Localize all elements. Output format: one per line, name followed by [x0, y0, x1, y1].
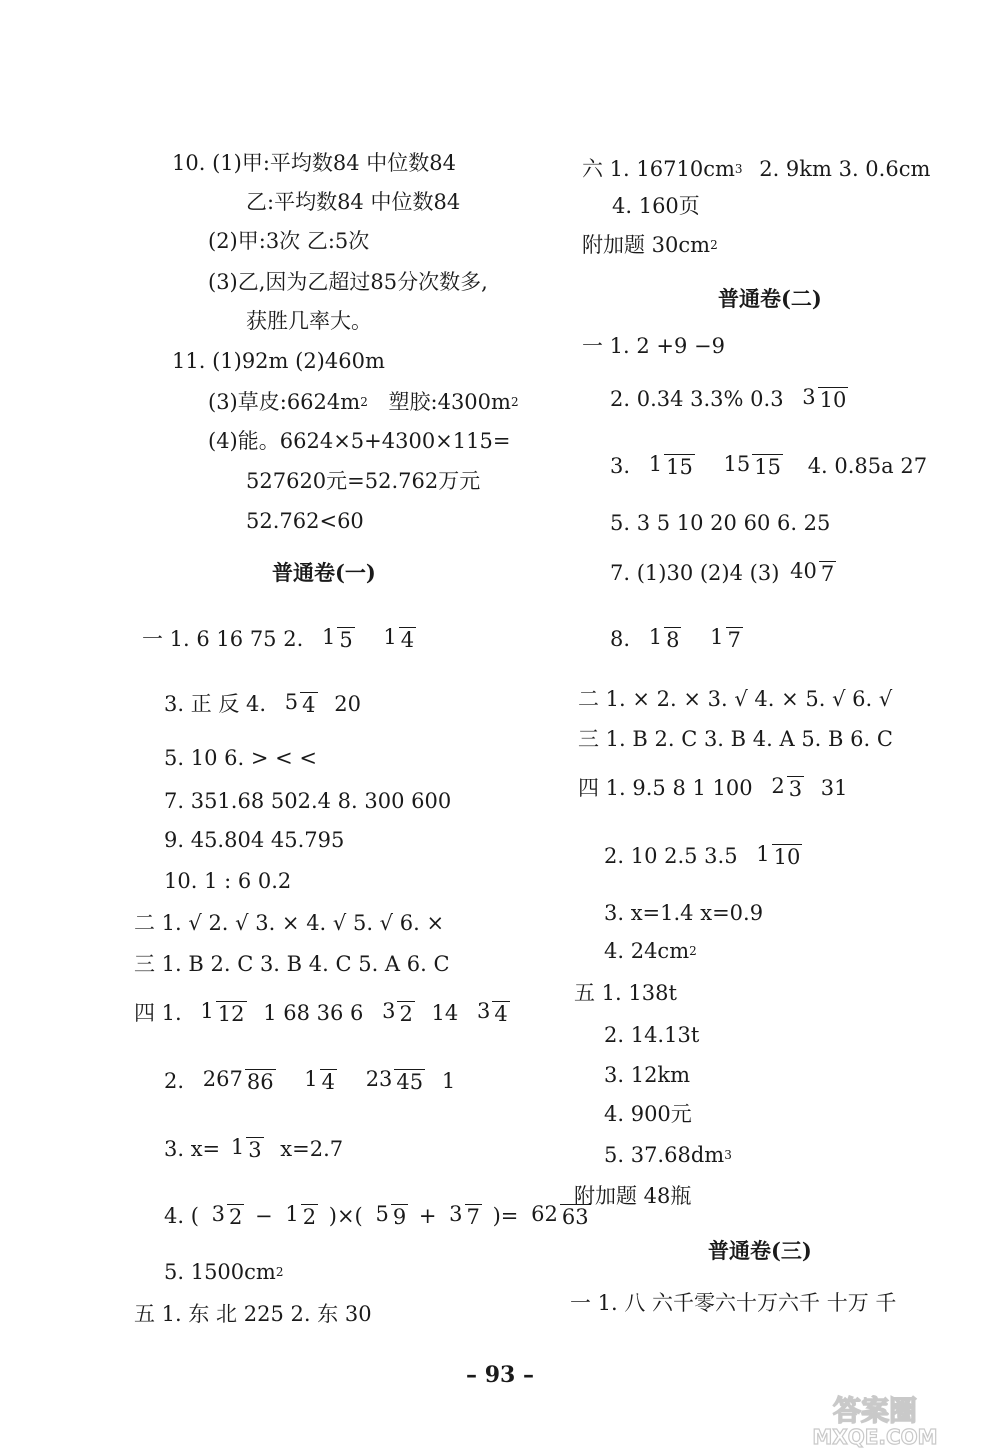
fraction: 267 86 [202, 1067, 274, 1094]
fraction: 1 7 [710, 625, 741, 652]
fraction: 3 10 [802, 385, 847, 412]
fraction: 23 45 [365, 1067, 424, 1094]
left-q11-4c: 52.762<60 [246, 508, 364, 533]
left-s1-2: 3. 正 反 4. 5 4 20 [164, 690, 361, 717]
left-s5: 五 1. 东 北 225 2. 东 30 [134, 1301, 372, 1326]
left-q11-4a: (4)能。6624×5+4300×115= [208, 428, 511, 453]
right-t4-3: 3. x=1.4 x=0.9 [604, 900, 764, 925]
fraction: 3 4 [476, 999, 508, 1026]
fraction: 62 63 [531, 1202, 589, 1229]
fraction: 3 7 [449, 1202, 480, 1229]
fraction: 2 3 [771, 774, 803, 801]
left-s4-4: 4. ( 3 2 − 1 2 )×( 5 9 + 3 7 )= 62 63 [164, 1202, 589, 1229]
svg-text:答案圈: 答案圈 [832, 1394, 918, 1427]
right-t2: 二 1. × 2. × 3. √ 4. × 5. √ 6. √ [578, 686, 893, 711]
right-t4-2: 2. 10 2.5 3.5 1 10 [604, 842, 801, 869]
right-t5-4: 4. 900元 [604, 1101, 692, 1126]
left-s1-10: 10. 1 : 6 0.2 [164, 868, 292, 893]
right-t5-1: 五 1. 138t [574, 980, 677, 1005]
fraction: 1 2 [285, 1202, 317, 1229]
left-s2: 二 1. √ 2. √ 3. × 4. √ 5. √ 6. × [134, 910, 445, 935]
fraction: 1 5 [321, 625, 353, 652]
left-s4-3: 3. x= 1 3 x=2.7 [164, 1135, 344, 1162]
left-q10-2: (2)甲:3次 乙:5次 [208, 228, 370, 253]
left-q10-3a: (3)乙,因为乙超过85分次数多, [208, 269, 488, 294]
fraction: 5 9 [375, 1202, 407, 1229]
fraction: 1 8 [648, 625, 680, 652]
left-q10-b: 乙:平均数84 中位数84 [246, 189, 461, 214]
fraction: 1 3 [230, 1135, 262, 1162]
left-s3: 三 1. B 2. C 3. B 4. C 5. A 6. C [134, 951, 450, 976]
right-t5-2: 2. 14.13t [604, 1022, 700, 1047]
right-t1-7: 7. (1)30 (2)4 (3) 40 7 [610, 559, 835, 586]
right-t5-3: 3. 12km [604, 1062, 691, 1087]
fraction: 1 4 [383, 625, 415, 652]
fraction: 1 10 [756, 842, 801, 869]
right-r6-4: 4. 160页 [612, 193, 700, 218]
right-extra2: 附加题 48瓶 [574, 1183, 692, 1208]
left-q10-3b: 获胜几率大。 [246, 308, 372, 333]
section-title-2: 普通卷(二) [718, 285, 822, 311]
section-title-3: 普通卷(三) [708, 1237, 812, 1263]
fraction: 3 2 [211, 1202, 243, 1229]
page-number: – 93 – [466, 1362, 534, 1388]
left-q11-1: 11. (1)92m (2)460m [172, 348, 385, 373]
fraction: 15 15 [723, 452, 781, 479]
svg-text:MXQE.COM: MXQE.COM [812, 1425, 938, 1448]
fraction: 1 12 [200, 999, 245, 1026]
left-s1-9: 9. 45.804 45.795 [164, 827, 345, 852]
fraction: 5 4 [284, 690, 316, 717]
fraction: 40 7 [790, 559, 835, 586]
fraction: 1 4 [304, 1067, 335, 1094]
left-s1-5: 5. 10 6. > < < [164, 745, 317, 770]
right-t1-8: 8. 1 8 1 7 [610, 625, 741, 652]
fraction: 1 15 [648, 452, 693, 479]
left-s1-7: 7. 351.68 502.4 8. 300 600 [164, 788, 452, 813]
right-r6-1: 六 1. 16710cm3 2. 9km 3. 0.6cm [582, 156, 931, 181]
right-t1-5: 5. 3 5 10 20 60 6. 25 [610, 510, 831, 535]
right-t3: 三 1. B 2. C 3. B 4. A 5. B 6. C [578, 726, 893, 751]
left-s4-1: 四 1. 1 12 1 68 36 6 3 2 14 3 4 [134, 999, 508, 1026]
right-t1-3: 3. 1 15 15 15 4. 0.85a 27 [610, 452, 928, 479]
right-t1-1: 一 1. 2 +9 −9 [582, 333, 726, 358]
left-s4-2: 2. 267 86 1 4 23 45 1 [164, 1067, 456, 1094]
right-extra1: 附加题 30cm2 [582, 232, 718, 257]
left-q11-4b: 527620元=52.762万元 [246, 468, 481, 493]
left-q10-head: 10. (1)甲:平均数84 中位数84 [172, 150, 457, 175]
fraction: 3 2 [382, 999, 413, 1026]
right-t1-2: 2. 0.34 3.3% 0.3 3 10 [610, 385, 847, 412]
right-u1: 一 1. 八 六千零六十万六千 十万 千 [570, 1290, 897, 1315]
section-title-1: 普通卷(一) [272, 559, 376, 585]
left-s4-5: 5. 1500cm2 [164, 1259, 284, 1284]
left-s1-1: 一 1. 6 16 75 2. 1 5 1 4 [142, 625, 415, 652]
left-q11-3: (3)草皮:6624m2 塑胶:4300m2 [208, 389, 519, 414]
right-t5-5: 5. 37.68dm3 [604, 1142, 732, 1167]
right-t4-1: 四 1. 9.5 8 1 100 2 3 31 [578, 774, 848, 801]
watermark-logo [770, 1392, 980, 1448]
right-t4-4: 4. 24cm2 [604, 938, 697, 963]
